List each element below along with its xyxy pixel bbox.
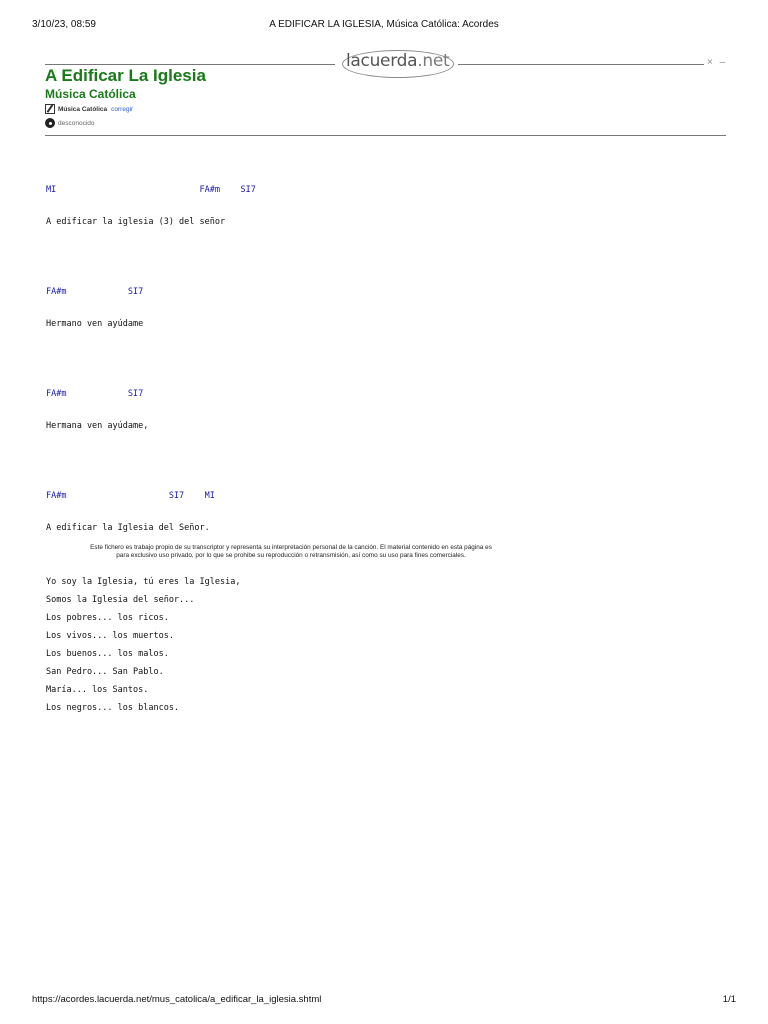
category-row: [45, 104, 133, 114]
verse: [46, 266, 256, 350]
verse: [46, 368, 256, 452]
header-divider-left: [45, 64, 335, 65]
category-label: Música Católica: [58, 105, 108, 113]
chord-line: FA#m SI7: [46, 389, 144, 399]
lyric-line: A edificar la iglesia (3) del señor: [46, 216, 226, 227]
edit-icon: [45, 104, 55, 114]
song-body: [46, 164, 256, 721]
disc-icon: [45, 118, 55, 128]
lacuerda-logo[interactable]: [338, 48, 456, 78]
disclaimer-line-1: Este fichero es trabajo propio de su transcriptor y representa su interpretación personal de la canción. El material contenido en esta página es: [90, 544, 492, 551]
chord-line: MI FA#m SI7: [46, 185, 256, 195]
lyric-line: A edificar la Iglesia del Señor.: [46, 522, 210, 533]
lyric-line: Los pobres... los ricos.: [46, 613, 169, 623]
verse: [46, 470, 256, 554]
verse: [46, 164, 256, 248]
print-footer: [32, 994, 736, 1006]
content-divider: [45, 135, 726, 136]
header-divider-right: [458, 64, 704, 65]
author-label: desconocido: [58, 119, 95, 127]
lyric-line: María... los Santos.: [46, 685, 149, 695]
chord-line: FA#m SI7: [46, 287, 144, 297]
lyric-block: [46, 577, 256, 721]
logo-wordmark: lacuerda.net: [346, 51, 450, 71]
print-page-title: A EDIFICAR LA IGLESIA, Música Católica: Acordes: [269, 19, 499, 30]
lyric-line: Hermana ven ayúdame,: [46, 420, 149, 431]
lyric-line: Yo soy la Iglesia, tú eres la Iglesia,: [46, 577, 241, 587]
page-url: https://acordes.lacuerda.net/mus_catolica/a_edificar_la_iglesia.shtml: [32, 994, 322, 1005]
edit-link[interactable]: corregir: [111, 105, 134, 113]
lyric-line: Los buenos... los malos.: [46, 649, 169, 659]
print-datetime: 3/10/23, 08:59: [32, 19, 96, 30]
lyric-line: San Pedro... San Pablo.: [46, 667, 164, 677]
disclaimer-line-2: para exclusivo uso privado, por lo que se prohibe su reproducción o retransmisión, así como su uso para fines comerciales.: [116, 552, 466, 559]
print-header: [32, 19, 736, 31]
chord-line: FA#m SI7 MI: [46, 491, 215, 501]
author-row: [45, 118, 95, 128]
lyric-line: Hermano ven ayúdame: [46, 318, 144, 329]
lyric-line: Los negros... los blancos.: [46, 703, 180, 713]
song-title: A Edificar La Iglesia: [45, 66, 206, 85]
lyric-line: Los vivos... los muertos.: [46, 631, 174, 641]
copyright-disclaimer: [55, 544, 527, 560]
window-controls[interactable]: × –: [707, 57, 728, 68]
page-number: 1/1: [722, 994, 736, 1005]
artist-link[interactable]: Música Católica: [45, 87, 136, 101]
lyric-line: Somos la Iglesia del señor...: [46, 595, 195, 605]
